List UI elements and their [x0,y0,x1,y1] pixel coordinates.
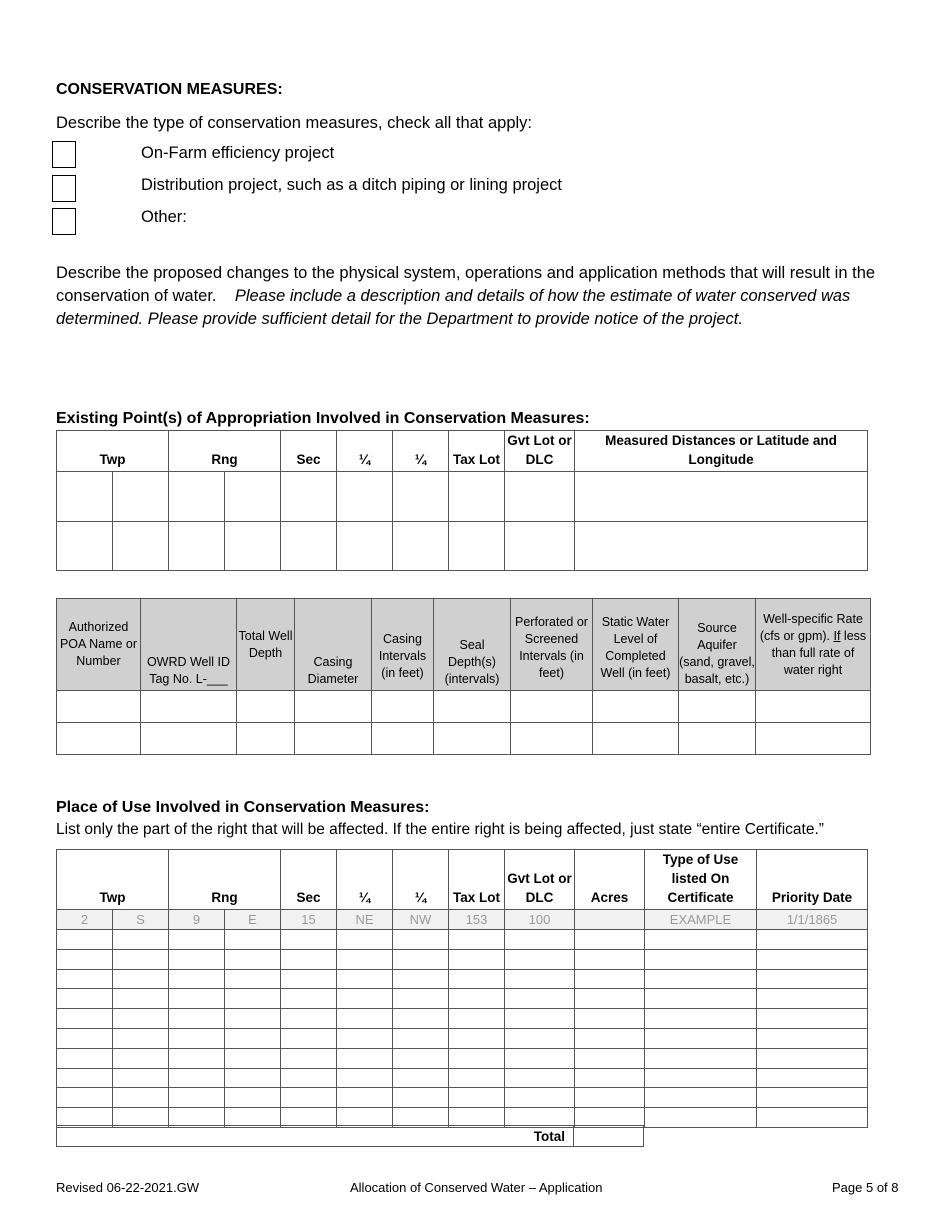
table-cell[interactable] [237,691,295,723]
table-cell[interactable] [113,1068,169,1088]
table-cell[interactable] [393,1028,449,1048]
table-cell[interactable] [141,723,237,755]
total-acres-cell[interactable] [574,1126,644,1147]
table-cell[interactable] [575,930,645,950]
table-cell[interactable] [393,1088,449,1108]
table-cell[interactable] [169,1028,225,1048]
table-cell[interactable] [757,1068,868,1088]
example-cell: 9 [169,910,225,930]
table-cell[interactable] [57,723,141,755]
table-cell[interactable] [169,949,225,969]
table-cell[interactable] [434,691,511,723]
well-header-casing-intervals: Casing Intervals (in feet) [372,599,434,691]
describe-type-text: Describe the type of conservation measures, check all that apply: [56,114,532,132]
table-cell[interactable] [593,723,679,755]
table-cell[interactable] [225,1068,281,1088]
other-label: Other: [141,208,187,226]
table-cell[interactable] [757,1009,868,1029]
table-row [57,1009,868,1029]
table-cell[interactable] [449,1068,505,1088]
table-cell[interactable] [281,1028,337,1048]
table-cell[interactable] [225,472,281,522]
describe-changes-paragraph [56,262,896,331]
table-cell[interactable] [225,949,281,969]
example-cell: 15 [281,910,337,930]
table-row [57,691,871,723]
table-cell[interactable] [337,949,393,969]
table-cell[interactable] [281,472,337,522]
table-cell[interactable] [393,949,449,969]
table-cell[interactable] [113,949,169,969]
table-cell[interactable] [393,522,449,571]
table-cell[interactable] [575,472,868,522]
table-cell[interactable] [449,472,505,522]
table-row [57,1068,868,1088]
table-row [57,522,868,571]
distribution-checkbox[interactable] [52,175,76,202]
table-cell[interactable] [337,1028,393,1048]
table-cell[interactable] [449,930,505,950]
table-cell[interactable] [449,1028,505,1048]
table-cell[interactable] [505,1028,575,1048]
example-cell: 100 [505,910,575,930]
table-cell[interactable] [237,723,295,755]
table-cell[interactable] [225,989,281,1009]
table-cell[interactable] [757,949,868,969]
table-row [57,989,868,1009]
table-cell[interactable] [575,522,868,571]
table-cell[interactable] [113,1048,169,1068]
table-cell[interactable] [337,989,393,1009]
well-header-rate [756,599,871,691]
well-table [56,598,871,755]
table-cell[interactable] [505,1088,575,1108]
table-cell[interactable] [225,1048,281,1068]
table-cell[interactable] [449,1009,505,1029]
table-cell[interactable] [113,969,169,989]
table-cell[interactable] [141,691,237,723]
example-cell: 153 [449,910,505,930]
poa-table-title: Existing Point(s) of Appropriation Involved in Conservation Measures: [56,410,590,427]
table-cell[interactable] [57,691,141,723]
table-cell[interactable] [645,969,757,989]
table-cell[interactable] [575,989,645,1009]
table-cell[interactable] [169,969,225,989]
pou-header-tax-lot: Tax Lot [449,850,505,910]
table-cell[interactable] [295,723,372,755]
pou-header-acres: Acres [575,850,645,910]
well-header-perforated: Perforated or Screened Intervals (in feet) [511,599,593,691]
table-cell[interactable] [169,989,225,1009]
table-cell[interactable] [393,1048,449,1068]
example-cell: S [113,910,169,930]
poa-table [56,430,868,571]
table-row [57,1088,868,1108]
well-header-static-water: Static Water Level of Completed Well (in feet) [593,599,679,691]
distribution-label: Distribution project, such as a ditch piping or lining project [141,176,562,194]
footer-title: Allocation of Conserved Water – Application [350,1180,603,1195]
section-title: CONSERVATION MEASURES: [56,81,283,98]
table-cell[interactable] [281,989,337,1009]
pou-header-sec: Sec [281,850,337,910]
table-cell[interactable] [225,1088,281,1108]
table-cell[interactable] [757,1048,868,1068]
table-cell[interactable] [434,723,511,755]
table-cell[interactable] [281,1088,337,1108]
table-row [57,969,868,989]
table-cell[interactable] [449,949,505,969]
table-cell[interactable] [449,1048,505,1068]
pou-header-qtr2: ¼ [393,850,449,910]
on-farm-checkbox[interactable] [52,141,76,168]
rate-condition-text: less than full rate of water right [771,628,867,677]
table-cell[interactable] [505,989,575,1009]
table-cell[interactable] [225,969,281,989]
table-cell[interactable] [113,522,169,571]
table-cell[interactable] [281,1068,337,1088]
poa-header-measured-distances: Measured Distances or Latitude and Longitude [575,431,868,472]
other-checkbox[interactable] [52,208,76,235]
table-cell[interactable] [281,1009,337,1029]
table-cell[interactable] [57,1048,113,1068]
well-header-total-depth: Total Well Depth [237,599,295,691]
table-cell[interactable] [113,930,169,950]
table-cell[interactable] [505,1009,575,1029]
table-cell[interactable] [505,522,575,571]
table-cell[interactable] [393,472,449,522]
table-cell[interactable] [575,969,645,989]
table-cell[interactable] [113,472,169,522]
table-cell[interactable] [225,522,281,571]
table-cell[interactable] [393,989,449,1009]
table-cell[interactable] [757,969,868,989]
table-cell[interactable] [575,1068,645,1088]
table-cell[interactable] [645,1009,757,1029]
pou-header-priority-date: Priority Date [757,850,868,910]
example-cell: 2 [57,910,113,930]
describe-changes-text: Describe the proposed changes to the physical system, operations and application methods that will result in the conservation of water. [56,264,876,305]
well-header-casing-diameter: Casing Diameter [295,599,372,691]
pou-table [56,849,868,1128]
rate-text: Well-specific Rate (cfs or gpm). [759,611,863,643]
example-cell: EXAMPLE [645,910,757,930]
pou-header-gvt-lot: Gvt Lot or DLC [505,850,575,910]
well-header-source-aquifer: Source Aquifer (sand, gravel, basalt, etc.) [679,599,756,691]
table-cell[interactable] [225,1009,281,1029]
poa-header-tax-lot: Tax Lot [449,431,505,472]
table-cell[interactable] [281,522,337,571]
table-cell[interactable] [281,969,337,989]
table-cell[interactable] [281,1048,337,1068]
table-row [57,949,868,969]
poa-header-rng: Rng [169,431,281,472]
poa-header-sec: Sec [281,431,337,472]
total-label: Total [57,1126,574,1147]
table-cell[interactable] [169,1068,225,1088]
table-cell[interactable] [449,969,505,989]
footer-revised: Revised 06-22-2021.GW [56,1180,200,1195]
table-cell[interactable] [645,1108,757,1128]
pou-total-table [56,1125,644,1147]
table-cell[interactable] [757,930,868,950]
table-cell[interactable] [337,930,393,950]
table-cell[interactable] [337,1009,393,1029]
table-cell[interactable] [757,1088,868,1108]
example-row [57,910,868,930]
table-cell[interactable] [757,989,868,1009]
table-cell[interactable] [449,1088,505,1108]
table-cell[interactable] [575,1048,645,1068]
table-cell[interactable] [505,1068,575,1088]
table-cell[interactable] [57,949,113,969]
table-cell[interactable] [393,1068,449,1088]
table-row [57,472,868,522]
poa-header-qtr2: ¼ [393,431,449,472]
table-cell[interactable] [281,930,337,950]
table-row [57,1048,868,1068]
table-cell[interactable] [57,1068,113,1088]
table-cell[interactable] [281,949,337,969]
table-cell[interactable] [679,723,756,755]
table-row [57,723,871,755]
poa-header-gvt-lot: Gvt Lot or DLC [505,431,575,472]
table-row [57,1028,868,1048]
table-cell[interactable] [393,1009,449,1029]
table-cell[interactable] [295,691,372,723]
example-cell: E [225,910,281,930]
table-cell[interactable] [511,691,593,723]
table-cell[interactable] [113,989,169,1009]
table-cell[interactable] [505,930,575,950]
table-cell[interactable] [169,1088,225,1108]
table-cell[interactable] [337,1088,393,1108]
table-cell[interactable] [449,989,505,1009]
table-cell[interactable] [756,691,871,723]
table-cell[interactable] [113,1028,169,1048]
table-cell[interactable] [169,1009,225,1029]
example-cell: 1/1/1865 [757,910,868,930]
table-cell[interactable] [372,691,434,723]
poa-header-twp: Twp [57,431,169,472]
table-cell[interactable] [57,969,113,989]
pou-header-rng: Rng [169,850,281,910]
table-cell[interactable] [505,472,575,522]
table-cell[interactable] [645,949,757,969]
table-row [57,930,868,950]
table-cell[interactable] [57,930,113,950]
table-cell[interactable] [57,522,113,571]
pou-header-twp: Twp [57,850,169,910]
table-cell[interactable] [505,969,575,989]
pou-table-title: Place of Use Involved in Conservation Measures: [56,799,430,816]
example-cell: NW [393,910,449,930]
table-cell[interactable] [393,969,449,989]
table-cell[interactable] [679,691,756,723]
table-cell[interactable] [575,1028,645,1048]
rate-if-text: If [833,628,841,643]
example-cell: NE [337,910,393,930]
table-cell[interactable] [169,930,225,950]
pou-instructions: List only the part of the right that will be affected. If the entire right is being affected, just state “entire Certificate.” [56,821,824,838]
table-cell[interactable] [169,472,225,522]
table-cell[interactable] [645,989,757,1009]
table-cell[interactable] [593,691,679,723]
poa-header-qtr1: ¼ [337,431,393,472]
table-cell[interactable] [225,930,281,950]
table-cell[interactable] [757,1108,868,1128]
table-cell[interactable] [337,522,393,571]
table-cell[interactable] [575,949,645,969]
table-cell[interactable] [505,949,575,969]
table-cell[interactable] [393,930,449,950]
table-cell[interactable] [57,989,113,1009]
table-cell[interactable] [505,1048,575,1068]
well-header-owrd-id: OWRD Well ID Tag No. L-___ [141,599,237,691]
table-cell[interactable] [57,1088,113,1108]
describe-changes-instructions: Please include a description and details of how the estimate of water conserved was determined. Please provide sufficient detail for the Department to provide notice of the project. [56,287,851,328]
table-cell[interactable] [449,522,505,571]
table-cell[interactable] [645,1088,757,1108]
pou-header-type-of-use: Type of Use listed On Certificate [645,850,757,910]
table-cell[interactable] [645,1068,757,1088]
table-cell[interactable] [113,1088,169,1108]
table-cell[interactable] [372,723,434,755]
table-cell[interactable] [645,1028,757,1048]
table-cell[interactable] [169,522,225,571]
table-cell[interactable] [575,1009,645,1029]
example-cell [575,910,645,930]
table-cell[interactable] [756,723,871,755]
table-cell[interactable] [169,1048,225,1068]
well-header-poa: Authorized POA Name or Number [57,599,141,691]
table-cell[interactable] [337,1048,393,1068]
table-cell[interactable] [57,1028,113,1048]
table-cell[interactable] [645,930,757,950]
table-cell[interactable] [57,1009,113,1029]
table-cell[interactable] [337,472,393,522]
table-cell[interactable] [225,1028,281,1048]
table-cell[interactable] [57,472,113,522]
pou-header-qtr1: ¼ [337,850,393,910]
footer-page: Page 5 of 8 [832,1180,899,1195]
table-cell[interactable] [645,1048,757,1068]
well-header-seal-depth: Seal Depth(s) (intervals) [434,599,511,691]
on-farm-label: On-Farm efficiency project [141,144,335,162]
table-cell[interactable] [337,969,393,989]
table-cell[interactable] [337,1068,393,1088]
table-cell[interactable] [575,1088,645,1108]
table-cell[interactable] [757,1028,868,1048]
table-cell[interactable] [113,1009,169,1029]
table-cell[interactable] [511,723,593,755]
